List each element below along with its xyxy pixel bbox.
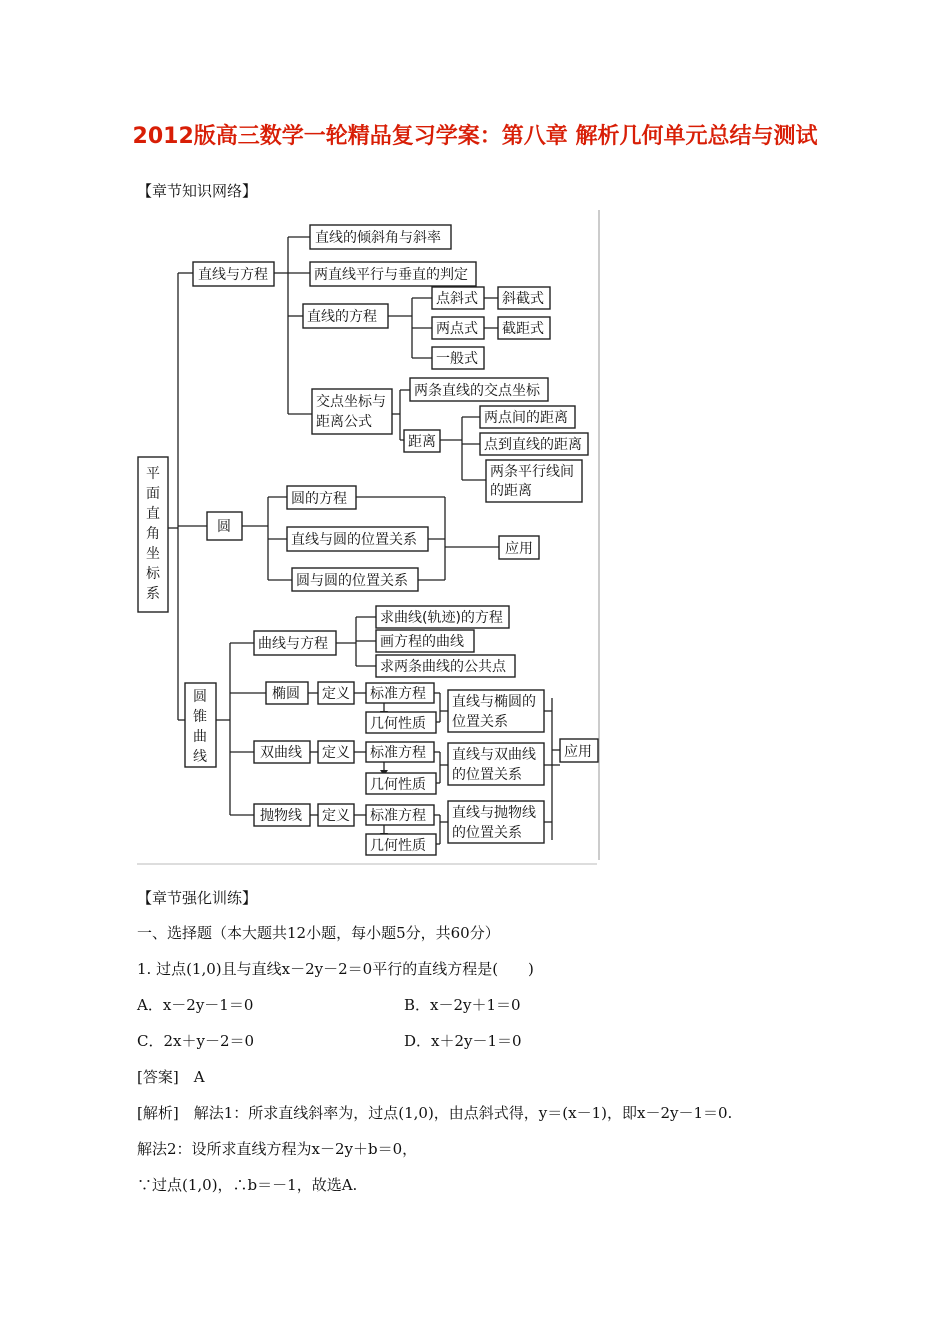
node-common-points: 求两条曲线的公共点 (380, 659, 506, 675)
node-definition-ellipse: 定义 (322, 686, 350, 702)
node-slope-intercept: 斜截式 (502, 291, 544, 307)
node-point-line-distance: 点到直线的距离 (484, 437, 582, 453)
analysis-line-3: ∵过点(1,0)，∴b＝－1，故选A. (137, 1176, 358, 1194)
node-parabola: 抛物线 (260, 808, 302, 824)
node-hyperbola: 双曲线 (260, 745, 302, 761)
node-find-curve: 求曲线(轨迹)的方程 (380, 610, 503, 626)
node-definition-hyperbola: 定义 (322, 745, 350, 761)
section-training-heading: 【章节强化训练】 (137, 889, 258, 907)
node-root-1: 平 (146, 466, 160, 482)
node-circle: 圆 (217, 519, 231, 535)
node-root-3: 直 (146, 506, 160, 522)
section-knowledge-heading: 【章节知识网络】 (137, 182, 258, 200)
node-standard-equation-ellipse: 标准方程 (370, 686, 426, 702)
node-root-2: 面 (146, 486, 160, 502)
node-geometric-property-hyperbola: 几何性质 (370, 777, 426, 793)
analysis-line-1: [解析] 解法1：所求直线斜率为，过点(1,0)，由点斜式得，y＝(x－1)，即x－2y－1＝0. (137, 1104, 733, 1122)
option-a: A．x－2y－1＝0 (137, 996, 254, 1014)
node-geometric-property-ellipse: 几何性质 (370, 716, 426, 732)
node-line-circle: 直线与圆的位置关系 (291, 532, 417, 548)
question-1-stem: 1. 过点(1,0)且与直线x－2y－2＝0平行的直线方程是( ) (137, 960, 534, 978)
node-conic-3: 曲 (193, 729, 207, 745)
node-standard-equation-parabola: 标准方程 (370, 808, 426, 824)
node-root-6: 标 (146, 566, 160, 582)
node-application-1: 应用 (505, 541, 533, 557)
node-intersection-coord: 两条直线的交点坐标 (414, 383, 540, 399)
node-ellipse: 椭圆 (272, 686, 300, 702)
node-root-5: 坐 (146, 546, 160, 562)
node-parallel-lines-distance-1: 两条平行线间 (490, 464, 574, 480)
node-circle-equation: 圆的方程 (291, 491, 347, 507)
node-general: 一般式 (436, 351, 478, 367)
node-geometric-property-parabola: 几何性质 (370, 838, 426, 854)
node-parallel-lines-distance-2: 的距离 (490, 483, 532, 499)
node-root-7: 系 (146, 586, 160, 602)
node-distance: 距离 (408, 434, 436, 450)
option-c: C．2x＋y－2＝0 (137, 1032, 255, 1050)
node-incline-slope: 直线的倾斜角与斜率 (315, 230, 441, 246)
node-line-and-equation: 直线与方程 (198, 267, 268, 283)
node-parallel-perp: 两直线平行与垂直的判定 (314, 267, 468, 283)
node-two-point: 两点式 (436, 321, 478, 337)
node-conic-2: 锥 (193, 709, 207, 725)
document-title: 2012版高三数学一轮精品复习学案：第八章 解析几何单元总结与测试 (132, 124, 818, 149)
node-conic-1: 圆 (193, 689, 207, 705)
node-application-2: 应用 (564, 744, 592, 760)
node-intersection-distance-2: 距离公式 (316, 414, 372, 430)
node-intersection-distance-1: 交点坐标与 (316, 394, 386, 410)
analysis-line-2: 解法2：设所求直线方程为x－2y＋b＝0， (137, 1140, 418, 1158)
node-two-points-distance: 两点间的距离 (484, 410, 568, 426)
node-line-parabola-1: 直线与抛物线 (452, 805, 536, 821)
node-line-parabola-2: 的位置关系 (452, 825, 522, 841)
node-circle-circle: 圆与圆的位置关系 (296, 573, 408, 589)
node-line-hyperbola-1: 直线与双曲线 (452, 747, 536, 763)
node-point-slope: 点斜式 (436, 291, 478, 307)
node-root-4: 角 (146, 526, 160, 542)
node-line-equation: 直线的方程 (307, 309, 377, 325)
node-line-hyperbola-2: 的位置关系 (452, 767, 522, 783)
node-curve-equation: 曲线与方程 (258, 636, 328, 652)
answer-line: [答案] A (137, 1068, 205, 1086)
node-conic-4: 线 (193, 749, 207, 765)
node-line-ellipse-2: 位置关系 (452, 714, 508, 730)
node-standard-equation-hyperbola: 标准方程 (370, 745, 426, 761)
node-intercept: 截距式 (502, 321, 544, 337)
node-definition-parabola: 定义 (322, 808, 350, 824)
node-line-ellipse-1: 直线与椭圆的 (452, 694, 536, 710)
part-heading: 一、选择题（本大题共12小题，每小题5分，共60分） (137, 924, 500, 942)
node-draw-curve: 画方程的曲线 (380, 634, 464, 650)
option-b: B．x－2y＋1＝0 (404, 996, 521, 1014)
option-d: D．x＋2y－1＝0 (404, 1032, 522, 1050)
